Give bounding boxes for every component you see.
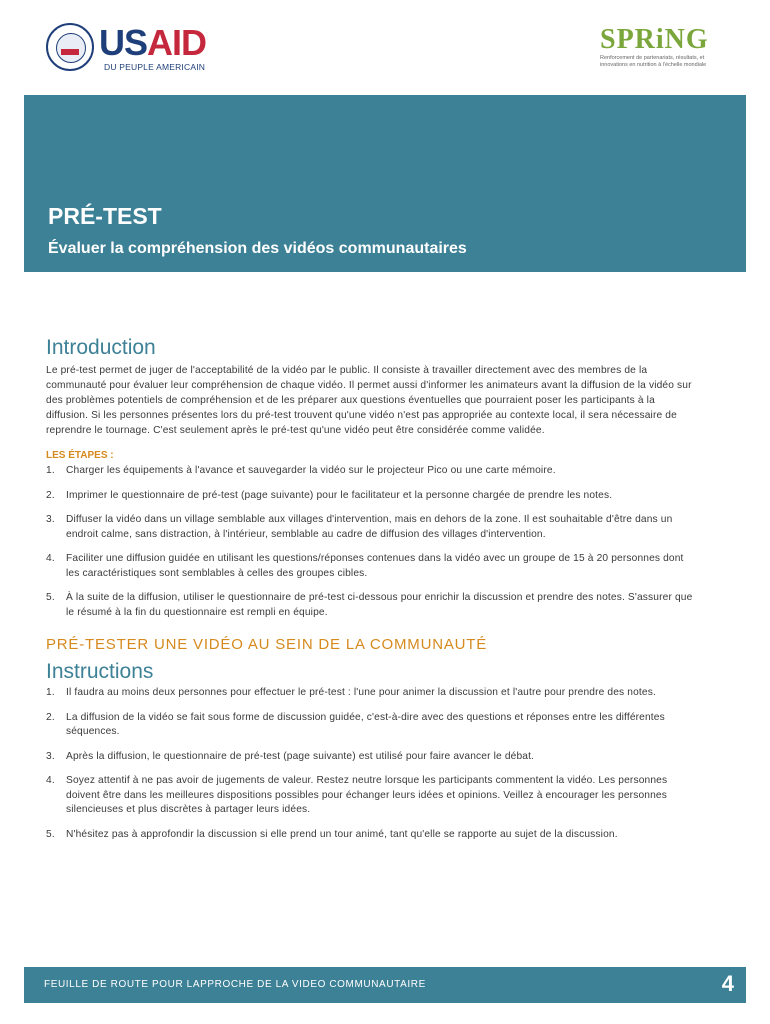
list-item: 3. Diffuser la vidéo dans un village semblable aux villages d'intervention, mais en dehors de la zone. Il est souhaitable d'être dans un endroit calme, sans distraction, à l'intérieur, semblable au cadre de diffusion des villages d'intervention. bbox=[46, 514, 673, 540]
usaid-logo bbox=[46, 22, 246, 74]
main-content bbox=[46, 336, 696, 852]
introduction-heading: Introduction bbox=[46, 336, 156, 359]
list-item: 4. Faciliter une diffusion guidée en utilisant les questions/réponses contenues dans la vidéo avec un groupe de 15 à 20 personnes dont les caractéristiques sont semblables à celles des groupes cibles. bbox=[46, 553, 684, 579]
usaid-tagline: DU PEUPLE AMERICAIN bbox=[104, 62, 206, 72]
page-footer bbox=[24, 967, 746, 1003]
spring-logo bbox=[600, 25, 740, 85]
page-title: PRÉ-TEST bbox=[48, 203, 162, 229]
footer-title: FEUILLE DE ROUTE POUR LAPPROCHE DE LA VIDEO COMMUNAUTAIRE bbox=[44, 979, 426, 990]
list-item: 4. Soyez attentif à ne pas avoir de jugements de valeur. Restez neutre lorsque les participants commentent la vidéo. Les personnes doivent être dans les meilleures dispositions possibles pour échanger leurs idées et opinions. Veillez à encourager les personnes silencieuses et plus discrètes à partager leurs idées. bbox=[46, 775, 668, 815]
spring-tagline: Renforcement de partenariats, résultats, et innovations en nutrition à l'échelle mondiale bbox=[600, 55, 707, 68]
spring-wordmark: SPRiNG bbox=[600, 24, 709, 55]
list-item: 1. Il faudra au moins deux personnes pour effectuer le pré-test : l'une pour animer la discussion et l'autre pour prendre des notes. bbox=[46, 687, 656, 698]
steps-list bbox=[46, 464, 696, 620]
list-item: 3. Après la diffusion, le questionnaire de pré-test (page suivante) est utilisé pour faire avancer le débat. bbox=[46, 750, 535, 762]
list-item: 5. N'hésitez pas à approfondir la discussion si elle prend un tour animé, tant qu'elle se rapporte au sujet de la discussion. bbox=[46, 828, 618, 840]
instructions-list bbox=[46, 686, 696, 842]
usaid-seal-icon bbox=[46, 23, 94, 71]
introduction-text: Le pré-test permet de juger de l'acceptabilité de la vidéo par le public. Il consiste à travailler directement avec des membres de la communauté pour évaluer leur compréhension de chaque vidéo. Il permet aussi d'informer les animateurs avant la diffusion de la vidéo sur des problèmes potentiels de compréhension et de les préparer aux questions éventuelles que pourraient poser les participants à la diffusion. Si les personnes présentes lors du pré-test trouvent qu'une vidéo n'est pas appropriée au contexte local, il sera nécessaire de reprendre le tournage. C'est seulement après le pré-test qu'une vidéo peut être considérée comme validée. bbox=[46, 365, 692, 436]
list-item: 2. La diffusion de la vidéo se fait sous forme de discussion guidée, c'est-à-dire avec des questions et réponses entre les différentes séquences. bbox=[46, 711, 665, 737]
title-banner bbox=[24, 95, 746, 272]
instructions-heading: Instructions bbox=[46, 660, 154, 683]
list-item: 1. Charger les équipements à l'avance et sauvegarder la vidéo sur le projecteur Pico ou une carte mémoire. bbox=[46, 465, 556, 476]
list-item: 2. Imprimer le questionnaire de pré-test (page suivante) pour le facilitateur et la personne chargée de prendre les notes. bbox=[46, 489, 613, 501]
list-item: 5. À la suite de la diffusion, utiliser le questionnaire de pré-test ci-dessous pour enrichir la discussion et prendre des notes. S'assurer que le résumé à la fin du questionnaire est rempli en équipe. bbox=[46, 592, 693, 618]
page-subtitle: Évaluer la compréhension des vidéos communautaires bbox=[48, 240, 467, 257]
steps-label: LES ÉTAPES : bbox=[46, 450, 114, 461]
page-number: 4 bbox=[721, 971, 734, 996]
section-heading: PRÉ-TESTER UNE VIDÉO AU SEIN DE LA COMMUNAUTÉ bbox=[46, 636, 488, 653]
page-header bbox=[0, 0, 770, 95]
usaid-wordmark: USAID bbox=[99, 22, 207, 63]
